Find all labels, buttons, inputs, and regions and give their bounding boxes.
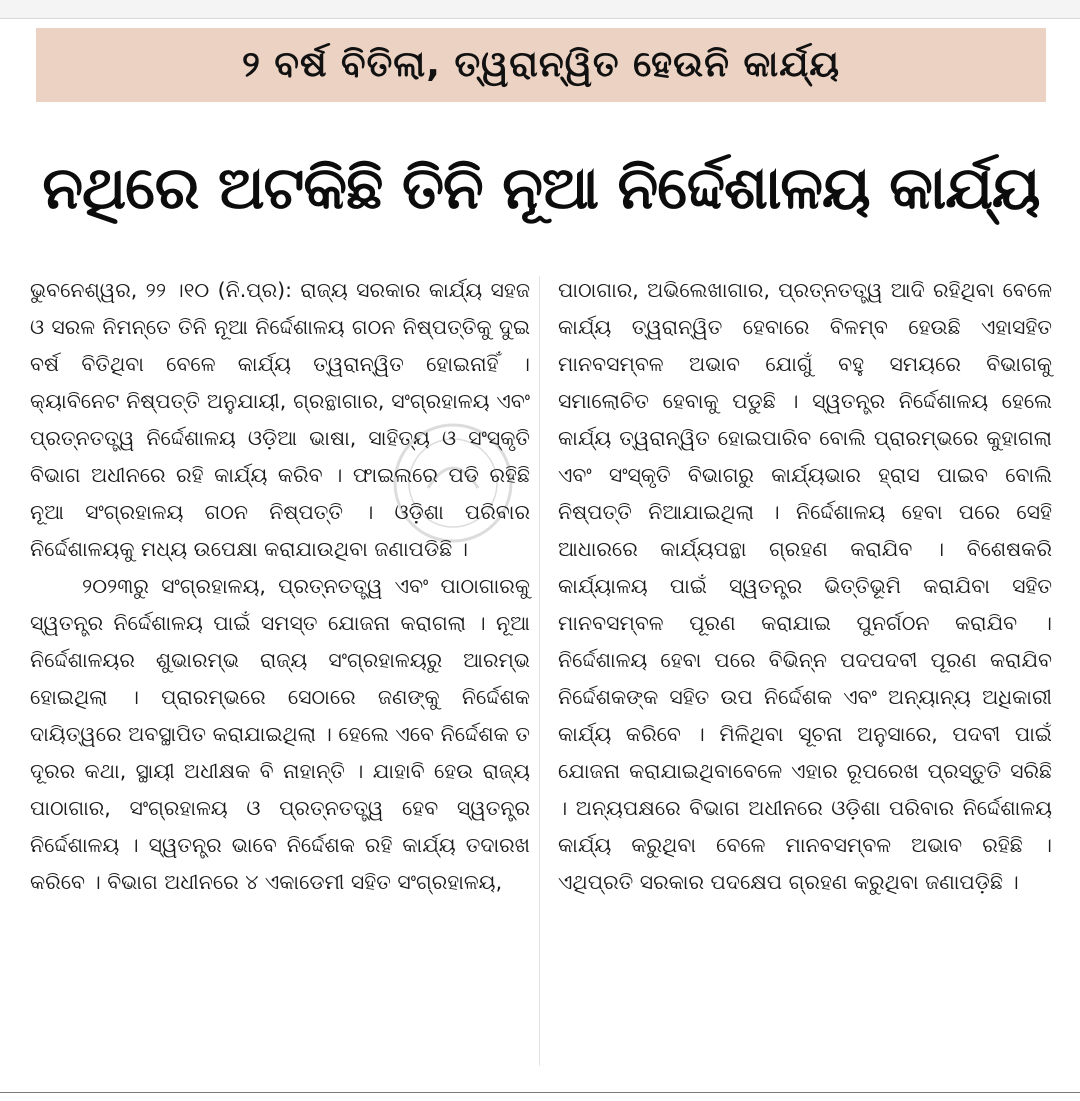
column-gutter bbox=[539, 276, 540, 1066]
article-column-right bbox=[558, 272, 1052, 901]
paragraph-second: ୨୦୨୩ରୁ ସଂଗ୍ରହାଳୟ, ପ୍ରତ୍ନତତ୍ତ୍ୱ ଏବଂ ପାଠାଗାରକୁ ସ୍ୱତନ୍ତ୍ର ନିର୍ଦ୍ଦେଶାଳୟ ପାଇଁ ସମସ୍ତ ଯୋଜନା କରାଗଲା । ନୂଆ ନିର୍ଦ୍ଦେଶାଳୟର ଶୁଭାରମ୍ଭ ରାଜ୍ୟ ସଂଗ୍ରହାଳୟରୁ ଆରମ୍ଭ ହୋଇଥିଲା । ପ୍ରାରମ୍ଭରେ ସେଠାରେ ଜଣଙ୍କୁ ନିର୍ଦ୍ଦେଶକ ଦାୟିତ୍ୱରେ ଅବସ୍ଥାପିତ କରାଯାଇଥିଲା । ହେଲେ ଏବେ ନିର୍ଦ୍ଦେଶକ ତ ଦୂରର କଥା, ସ୍ଥାୟୀ ଅଧୀକ୍ଷକ ବି ନାହାନ୍ତି । ଯାହାବି ହେଉ ରାଜ୍ୟ ପାଠାଗାର, ସଂଗ୍ରହାଳୟ ଓ ପ୍ରତ୍ନତତ୍ତ୍ୱ ହେବ ସ୍ୱତନ୍ତ୍ର ନିର୍ଦ୍ଦେଶାଳୟ । ସ୍ୱତନ୍ତ୍ର ଭାବେ ନିର୍ଦ୍ଦେଶକ ରହି କାର୍ଯ୍ୟ ତଦାରଖ କରିବେ । ବିଭାଗ ଅଧୀନରେ ୪ ଏକାଡେମୀ ସହିତ ସଂଗ୍ରହାଳୟ, bbox=[30, 574, 530, 894]
publication-seal-watermark bbox=[388, 418, 518, 548]
headline-text: ନଥିରେ ଅଟକିଛି ତିନି ନୂଆ ନିର୍ଦ୍ଦେଶାଳୟ କାର୍ଯ୍ୟ bbox=[42, 153, 1040, 222]
paragraph-continued: ପାଠାଗାର, ଅଭିଲେଖାଗାର, ପ୍ରତ୍ନତତ୍ତ୍ୱ ଆଦି ରହିଥିବା ବେଳେ କାର୍ଯ୍ୟ ତ୍ୱରାନ୍ୱିତ ହେବାରେ ବିଳମ୍ବ ହେଉଛି ଏହାସହିତ ମାନବସମ୍ବଳ ଅଭାବ ଯୋଗୁଁ ବହୁ ସମୟରେ ବିଭାଗକୁ ସମାଲୋଚିତ ହେବାକୁ ପଡୁଛି । ସ୍ୱତନ୍ତ୍ର ନିର୍ଦ୍ଦେଶାଳୟ ହେଲେ କାର୍ଯ୍ୟ ତ୍ୱରାନ୍ୱିତ ହୋଇପାରିବ ବୋଲି ପ୍ରାରମ୍ଭରେ କୁହାଗଲା ଏବଂ ସଂସ୍କୃତି ବିଭାଗରୁ କାର୍ଯ୍ୟଭାର ହ୍ରାସ ପାଇବ ବୋଲି ନିଷ୍ପତ୍ତି ନିଆଯାଇଥିଲା । ନିର୍ଦ୍ଦେଶାଳୟ ହେବା ପରେ ସେହି ଆଧାରରେ କାର୍ଯ୍ୟପନ୍ଥା ଗ୍ରହଣ କରାଯିବ । ବିଶେଷକରି କାର୍ଯ୍ୟାଳୟ ପାଇଁ ସ୍ୱତନ୍ତ୍ର ଭିତ୍ତିଭୂମି କରାଯିବା ସହିତ ମାନବସମ୍ବଳ ପୂରଣ କରାଯାଇ ପୁନର୍ଗଠନ କରାଯିବ । ନିର୍ଦ୍ଦେଶାଳୟ ହେବା ପରେ ବିଭିନ୍ନ ପଦପଦବୀ ପୂରଣ କରାଯିବ ନିର୍ଦ୍ଦେଶକଙ୍କ ସହିତ ଉପ ନିର୍ଦ୍ଦେଶକ ଏବଂ ଅନ୍ୟାନ୍ୟ ଅଧିକାରୀ କାର୍ଯ୍ୟ କରିବେ । ମିଳିଥିବା ସୂଚନା ଅନୁସାରେ, ପଦବୀ ପାଇଁ ଯୋଜନା କରାଯାଇଥିବାବେଳେ ଏହାର ରୂପରେଖ ପ୍ରସ୍ତୁତି ସରିଛି । ଅନ୍ୟପକ୍ଷରେ ବିଭାଗ ଅଧୀନରେ ଓଡ଼ିଶା ପରିବାର ନିର୍ଦ୍ଦେଶାଳୟ କାର୍ଯ୍ୟ କରୁଥିବା ବେଳେ ମାନବସମ୍ବଳ ଅଭାବ ରହିଛି । ଏଥିପ୍ରତି ସରକାର ପଦକ୍ଷେପ ଗ୍ରହଣ କରୁଥିବା ଜଣାପଡ଼ିଛି । bbox=[558, 278, 1052, 894]
headline bbox=[36, 118, 1046, 258]
paragraph-dateline: ଭୁବନେଶ୍ୱର, ୨୨ ।୧୦ (ନି.ପ୍ର): ରାଜ୍ୟ ସରକାର କାର୍ଯ୍ୟ ସହଜ ଓ ସରଳ ନିମନ୍ତେ ତିନି ନୂଆ ନିର୍ଦ୍ଦେଶାଳୟ ଗଠନ ନିଷ୍ପତ୍ତିକୁ ଦୁଇ ବର୍ଷ ବିତିଥିବା ବେଳେ କାର୍ଯ୍ୟ ତ୍ୱରାନ୍ୱିତ ହୋଇନାହିଁ । କ୍ୟାବିନେଟ ନିଷ୍ପତ୍ତି ଅନୁଯାୟୀ, ଗ୍ରନ୍ଥାଗାର, ସଂଗ୍ରହାଳୟ ଏବଂ ପ୍ରତ୍ନତତ୍ତ୍ୱ ନିର୍ଦ୍ଦେଶାଳୟ ଓଡ଼ିଆ ଭାଷା, ସାହିତ୍ୟ ଓ ସଂସ୍କୃତି ବିଭାଗ ଅଧୀନରେ ରହି କାର୍ଯ୍ୟ କରିବ । ଫାଇଲରେ ପଡି ରହିଛି ନୂଆ ସଂଗ୍ରହାଳୟ ଗଠନ ନିଷ୍ପତ୍ତି । ଓଡ଼ିଶା ପରିବାର ନିର୍ଦ୍ଦେଶାଳୟକୁ ମଧ୍ୟ ଉପେକ୍ଷା କରାଯାଉଥିବା ଜଣାପଡିଛି । bbox=[30, 278, 530, 561]
kicker-text: ୨ ବର୍ଷ ବିତିଲା, ତ୍ୱରାନ୍ୱିତ ହେଉନି କାର୍ଯ୍ୟ bbox=[241, 44, 841, 85]
article-column-left bbox=[30, 272, 530, 901]
page-top-edge bbox=[0, 0, 1080, 19]
kicker-band bbox=[36, 28, 1046, 102]
page-bottom-rule bbox=[0, 1092, 1080, 1093]
